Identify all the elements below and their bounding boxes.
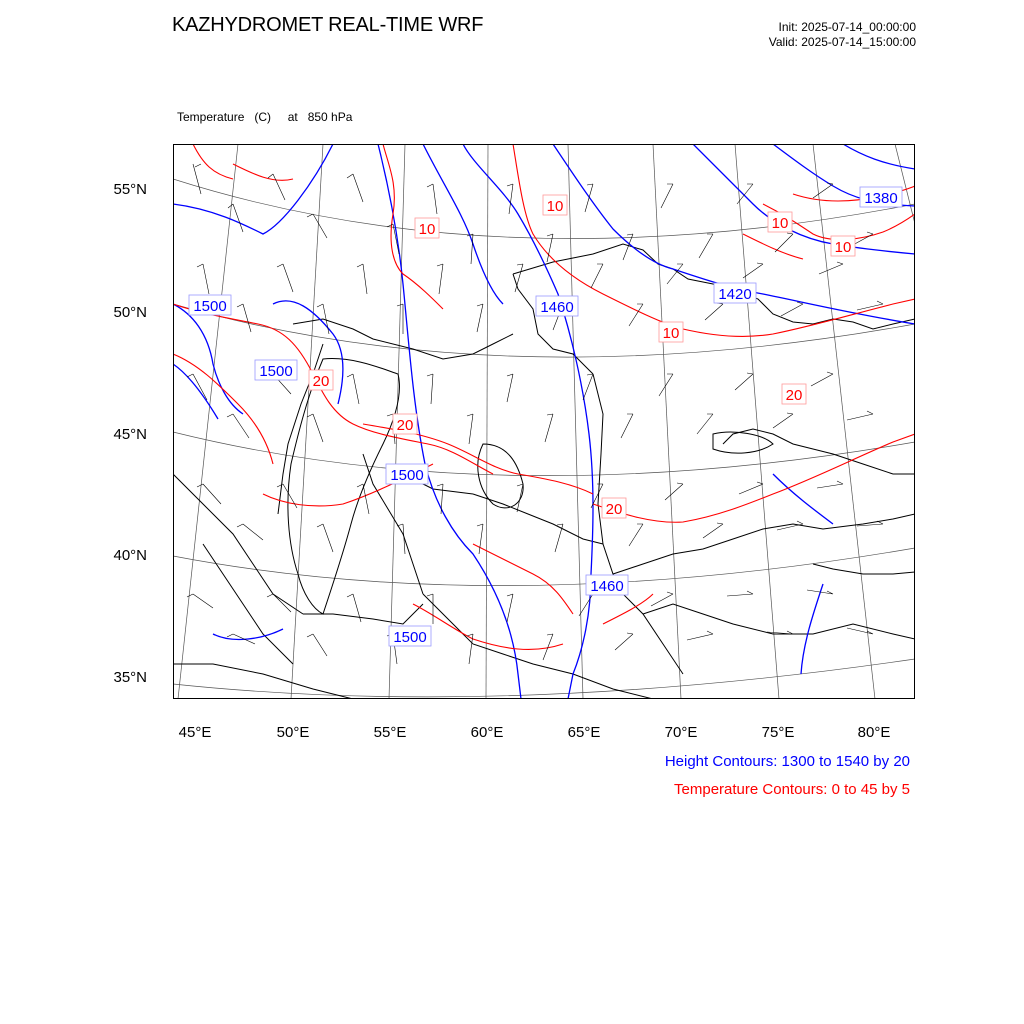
temp-label-20-c: 20 [785, 387, 803, 404]
lon-label-70: 70°E [664, 724, 698, 741]
init-time: Init: 2025-07-14_00:00:00 [778, 20, 916, 34]
lon-label-50: 50°E [276, 724, 310, 741]
temperature-contours-note: Temperature Contours: 0 to 45 by 5 [674, 781, 910, 798]
height-label-1500-central: 1500 [390, 467, 424, 484]
lat-label-45: 45°N [113, 426, 147, 443]
lat-label-55: 55°N [113, 181, 147, 198]
lon-label-45: 45°E [178, 724, 212, 741]
height-label-1500-caspian: 1500 [259, 363, 293, 380]
temp-label-20-b: 20 [396, 417, 414, 434]
time-stamps [769, 20, 916, 50]
height-label-1460-south: 1460 [590, 578, 624, 595]
lat-label-40: 40°N [113, 547, 147, 564]
valid-time: Valid: 2025-07-14_15:00:00 [768, 35, 916, 49]
height-label-1420: 1420 [718, 286, 752, 303]
height-label-1500-west: 1500 [193, 298, 227, 315]
lon-label-65: 65°E [567, 724, 601, 741]
height-label-1380: 1380 [864, 190, 898, 207]
field-temperature: Temperature (C) at 850 hPa [177, 110, 353, 124]
lon-label-60: 60°E [470, 724, 504, 741]
lon-label-75: 75°E [761, 724, 795, 741]
map-title: KAZHYDROMET REAL-TIME WRF [172, 14, 484, 36]
height-label-1460-north: 1460 [540, 299, 574, 316]
map-panel [173, 144, 915, 699]
lat-label-35: 35°N [113, 669, 147, 686]
height-contours-note: Height Contours: 1300 to 1540 by 20 [664, 753, 910, 770]
lon-label-80: 80°E [857, 724, 891, 741]
temp-label-20-a: 20 [312, 373, 330, 390]
temp-label-10-a: 10 [546, 198, 564, 215]
temp-label-10-c: 10 [771, 215, 789, 232]
temp-label-10-b: 10 [418, 221, 436, 238]
temp-label-10-e: 10 [662, 325, 680, 342]
height-label-1500-south: 1500 [393, 629, 427, 646]
lon-label-55: 55°E [373, 724, 407, 741]
temp-label-20-d: 20 [605, 501, 623, 518]
temp-label-10-d: 10 [834, 239, 852, 256]
lat-label-50: 50°N [113, 304, 147, 321]
